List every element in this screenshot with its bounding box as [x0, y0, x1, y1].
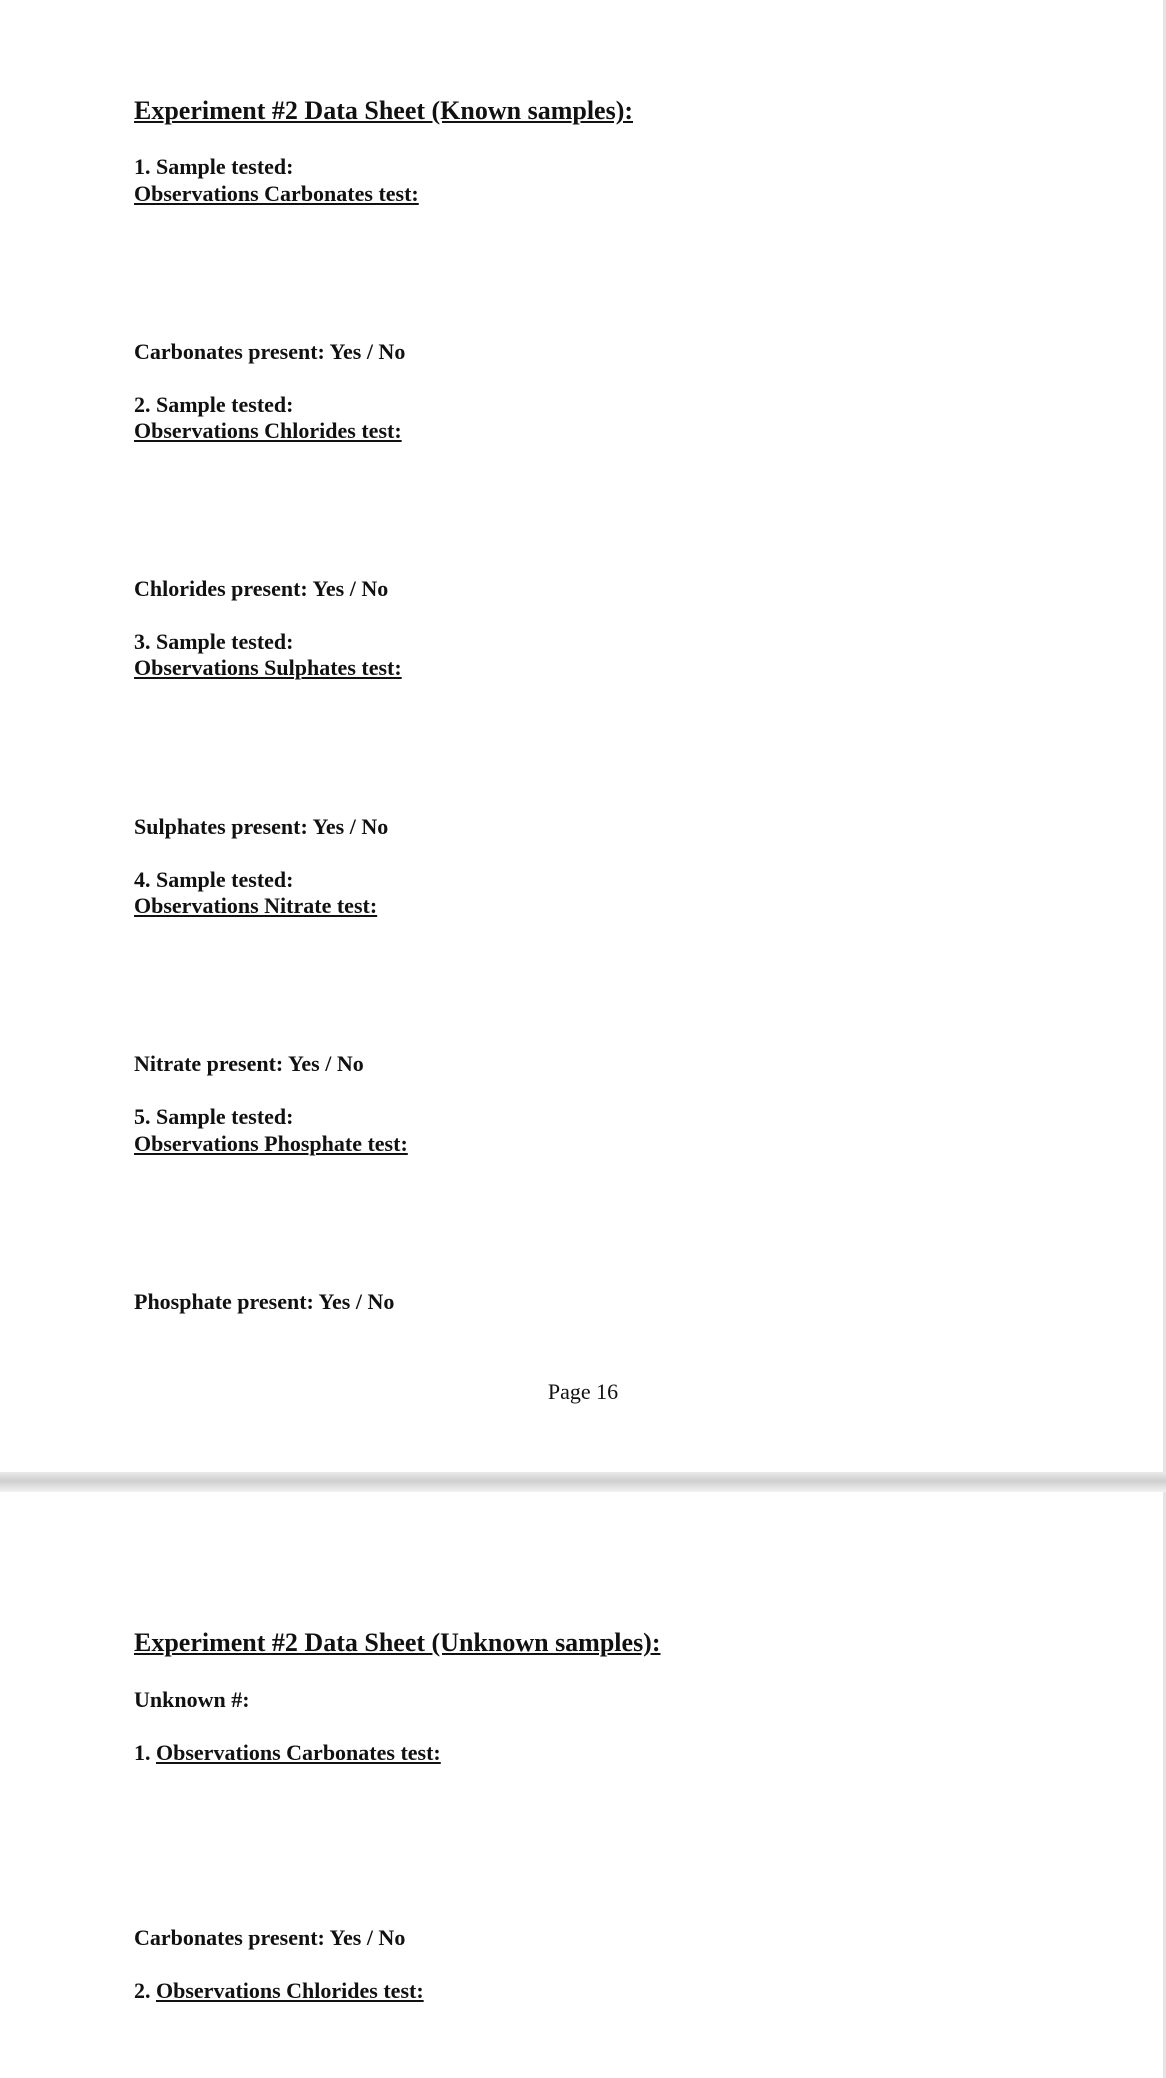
sample-tested-label-4: 4. Sample tested:: [134, 867, 294, 892]
unknown-number-label: Unknown #:: [134, 1687, 250, 1712]
page-separator: [0, 1472, 1166, 1492]
observations-heading-2: Observations Chlorides test:: [134, 418, 402, 443]
sample-tested-label-5: 5. Sample tested:: [134, 1104, 294, 1129]
present-line-5: Phosphate present: Yes / No: [134, 1289, 395, 1314]
observations-text: Observations Carbonates test:: [156, 1740, 441, 1765]
present-line-3: Sulphates present: Yes / No: [134, 814, 389, 839]
sample-tested-label-3: 3. Sample tested:: [134, 629, 294, 654]
sample-tested-label-1: 1. Sample tested:: [134, 154, 294, 179]
page-title: Experiment #2 Data Sheet (Unknown samples):: [134, 1628, 661, 1657]
observations-heading-3: Observations Sulphates test:: [134, 655, 402, 680]
observations-heading-1: [134, 1740, 441, 1766]
observations-heading-4: Observations Nitrate test:: [134, 893, 378, 918]
present-line-4: Nitrate present: Yes / No: [134, 1051, 364, 1076]
present-line-1: Carbonates present: Yes / No: [134, 1925, 406, 1950]
page-title: Experiment #2 Data Sheet (Known samples):: [134, 96, 634, 125]
present-line-1: Carbonates present: Yes / No: [134, 339, 406, 364]
observations-text: Observations Chlorides test:: [156, 1978, 424, 2003]
observations-heading-5: Observations Phosphate test:: [134, 1131, 408, 1156]
item-number: 1.: [134, 1740, 151, 1765]
observations-heading-2: [134, 1978, 424, 2004]
page-number: Page 16: [547, 1379, 619, 1404]
sample-tested-label-2: 2. Sample tested:: [134, 392, 294, 417]
item-number: 2.: [134, 1978, 151, 2003]
observations-heading-1: Observations Carbonates test:: [134, 181, 419, 206]
document-page-17: [0, 1492, 1166, 2078]
present-line-2: Chlorides present: Yes / No: [134, 576, 389, 601]
